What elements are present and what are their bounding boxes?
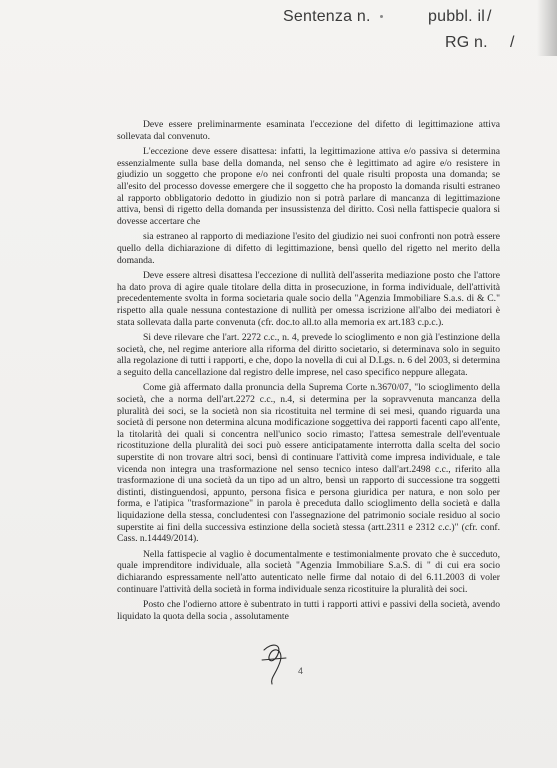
paragraph-citation: Come già affermato dalla pronuncia della Suprema Corte n.3670/07, "lo scioglimento della società, che a norma dell'art.2272 c.c., n.4, si determina per la sopravvenuta mancanza della pluralità dei soci, se la società non sia ricostituita nel termine di sei mesi, quando riguarda una società di persone non determina alcuna modificazione soggettiva dei rapporti facenti capo all'ente, la titolarità dei quali si concentra nell'unico socio rimasto; l'attesa semestrale dell'eventuale ricostituzione della pluralità dei soci può essere anticipatamente interrotta dalla scelta del socio superstite di non trovare altri soci, bensì di continuare l'attività come impresa individuale, e tale vicenda non integra una trasformazione nel senso tecnico inteso dall'art.2498 c.c., riferito alla trasformazione di una società da un tipo ad un altro, bensì un rapporto di successione tra soggetti distinti, distinguendosi, appunto, persona fisica e persona giuridica per natura, e non solo per forma, e l'atipica "trasformazione" in parola è preceduta dallo scioglimento della società e dalla liquidazione della stessa, concludentesi con l'assegnazione del patrimonio sociale residuo al socio superstite ai fini della successiva estinzione della società stessa (artt.2311 e 2312 c.c.)" (cfr. conf. Cass. n.14449/2014). xyxy=(117,382,500,545)
paragraph: Nella fattispecie al vaglio è documentalmente e testimonialmente provato che è succeduto, quale imprenditore individuale, alla società "Agenzia Immobiliare S.a.S. di " di cui era socio dichiarando espressamente nell'atto autenticato nelle firme dal notaio di del 6.11.2003 di voler continuare l'attività della società in forma individuale senza ricostituire la pluralità dei soci. xyxy=(117,548,500,595)
handwritten-signature xyxy=(258,640,292,688)
rg-number-slash: / xyxy=(510,34,515,51)
paragraph: Deve essere altresì disattesa l'eccezione di nullità dell'asserita mediazione posto che l'attore ha dato prova di agire quale titolare della ditta in prosecuzione, in forma individuale, dell'attività precedentemente svolta in forma societaria quale socio della "Agenzia Immobiliare S.a.s. di & C." rispetto alla quale nessuna contestazione di nullità per omessa iscrizione all'albo dei mediatori è stata sollevata dalla parte convenuta (cfr. doc.to all.to alla memoria ex art.183 c.p.c.). xyxy=(117,270,500,328)
paragraph: Posto che l'odierno attore è subentrato in tutti i rapporti attivi e passivi della società, avendo liquidato la quota della socia , assolutamente xyxy=(117,599,500,622)
paragraph: L'eccezione deve essere disattesa: infatti, la legittimazione attiva e/o passiva si determina essenzialmente sulla base della domanda, nel senso che è legittimato ad agire e/o resistere in giudizio un soggetto che propone e/o nei confronti del quale risulti proposta una domanda; se all'esito del processo dovesse emergere che il soggetto che ha proposto la domanda risulti estraneo al rapporto obbligatorio dedotto in giudizio non si potrà parlare di mancanza di legittimazione attiva, bensì di rigetto della domanda per insussistenza del diritto. Così nella fattispecie qualora si dovesse accertare che xyxy=(117,146,500,227)
publication-date-label: pubbl. il xyxy=(428,8,485,25)
publication-date-slash: / xyxy=(487,8,492,25)
scan-edge-shadow xyxy=(537,0,557,56)
judgment-body xyxy=(117,119,500,626)
paragraph: Deve essere preliminarmente esaminata l'eccezione del difetto di legittimazione attiva sollevata dal convenuto. xyxy=(117,119,500,142)
rg-number-label: RG n. xyxy=(445,34,488,51)
paragraph: sia estraneo al rapporto di mediazione l'esito del giudizio nei suoi confronti non potrà essere quello della dichiarazione di difetto di legittimazione, bensì quello del rigetto nel merito della domanda. xyxy=(117,231,500,266)
paragraph: Si deve rilevare che l'art. 2272 c.c., n. 4, prevede lo scioglimento e non già l'estinzione della società, che, nel regime anteriore alla riforma del diritto societario, si determinava solo in seguito alla regolazione di tutti i rapporti, e che, dopo la novella di cui al D.Lgs. n. 6 del 2003, si determina a seguito della cancellazione dal registro delle imprese, nel caso specifico neppure allegata. xyxy=(117,332,500,378)
page-number: 4 xyxy=(298,666,304,676)
sentenza-number-label: Sentenza n. xyxy=(283,8,371,25)
header-dot xyxy=(380,15,383,18)
